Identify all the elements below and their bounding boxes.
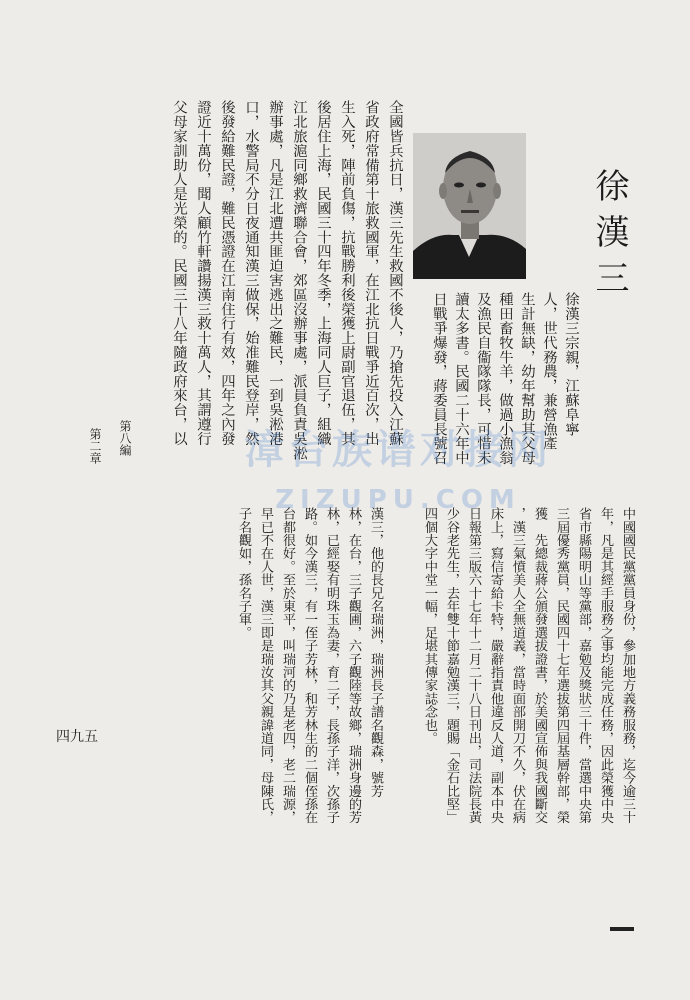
text-column-upper-1: 徐漢三宗親，江蘇阜寧 [563,292,579,436]
watermark-main: 漳台族谱对接网 [244,427,552,473]
text-column-lower-13: 林，已經娶有明珠玉為妻，育二子，長孫子洋，次孫子 [324,507,339,824]
text-column-upper-8: 全國皆兵抗日，漢三先生救國不後人，乃搶先投入江蘇 [387,100,403,446]
text-column-lower-11: 漢三，他的長兄名瑞洲，瑞洲長子譜名觀森，號芳 [368,507,383,798]
text-column-upper-6: 讀太多書。民國二十六年中 [453,292,469,465]
page-number: 四九五 [56,729,98,745]
text-column-lower-14: 路。如今漢三，有一侄子芳林，和芳林生的二個侄孫在 [302,507,317,824]
text-column-upper-9: 省政府常備第十旅救國軍，在江北抗日戰爭近百次，出 [363,100,379,446]
text-column-lower-5: 獲 先總裁蔣公頒發選拔證書，於美國宣佈與我國斷交 [532,507,547,824]
watermark-sub: ZIZUPU.COM [275,485,521,515]
text-column-lower-12: 林，在台，三子觀圃，六子觀陸等故鄉，瑞洲身邊的芳 [346,507,361,824]
chapter-label: 第二章 [88,428,102,464]
text-column-upper-15: 後發給難民證，難民憑證在江南住行有效，四年之內發 [219,100,235,446]
text-column-lower-2: 年，凡是其經手服務之事均能完成任務，因此榮獲中央 [598,507,613,824]
text-column-upper-17: 父母家訓助人是光榮的。民國三十八年隨政府來台，以 [171,100,187,446]
text-column-upper-4: 種田畜牧牛羊，做過小漁翁 [497,292,513,465]
text-column-upper-3: 生計無缺，幼年幫助其父母 [519,292,535,465]
text-column-upper-14: 口，水警局不分日夜通知漢三做保，始准難民登岸，然 [243,100,259,446]
text-column-lower-17: 子名觀如，孫名子軍。 [236,507,251,639]
person-title: 徐漢三 [589,168,629,306]
text-column-lower-4: 三屆優秀黨員，民國四十七年選拔第四屆基層幹部，榮 [554,507,569,824]
text-column-upper-2: 人，世代務農，兼營漁產 [541,292,557,451]
text-column-lower-1: 中國國民黨黨員身份，參加地方義務服務，迄今逾三十 [620,507,635,824]
text-column-lower-16: 早已不在人世，漢三即是瑞汝其父親諱道同，母陳氏， [258,507,273,824]
text-column-lower-8: 日報第三版六十七年十二月二十八日刊出，司法院長黃 [466,507,481,824]
text-column-upper-12: 江北旅滬同鄉救濟聯合會，郊區沒辦事處，派員負責吳淞 [291,100,307,460]
text-column-lower-3: 省市縣陽明山等黨部，嘉勉及獎狀三十件，當選中央第 [576,507,591,824]
section-label: 第八編 [118,420,132,456]
text-column-lower-15: 台都很好。至於東平，叫瑞河的乃是老四，老二瑞源， [280,507,295,824]
edge-mark [610,927,634,931]
text-column-lower-6: ，漢三氣憤美人全無道義，當時面部開刀不久，伏在病 [510,507,525,824]
text-column-lower-9: 少谷老先生，去年雙十節嘉勉漢三，題賜「金石比堅」 [444,507,459,824]
text-column-lower-10: 四個大字中堂一幅，足堪其傳家誌念也。 [422,507,437,745]
text-column-upper-11: 後居住上海，民國三十四年冬季，上海同人巨子，組織 [315,100,331,446]
text-column-lower-7: 床上，寫信寄給卡特，嚴辭指責他違反人道，副本中央 [488,507,503,824]
text-column-upper-7: 日戰爭爆發，蔣委員長號召 [431,292,447,465]
text-column-upper-5: 及漁民自衞隊隊長，可惜未 [475,292,491,465]
portrait-image [413,133,526,279]
portrait-photo [413,133,526,279]
text-column-upper-10: 生入死，陣前負傷，抗戰勝利後榮獲上尉副官退伍，其 [339,100,355,446]
text-column-upper-13: 辦事處，凡是江北遭共匪迫害逃出之難民，一到吳淞港 [267,100,283,446]
text-column-upper-16: 證近十萬份，聞人顧竹軒讚揚漢三救十萬人，其謂遵行 [195,100,211,446]
